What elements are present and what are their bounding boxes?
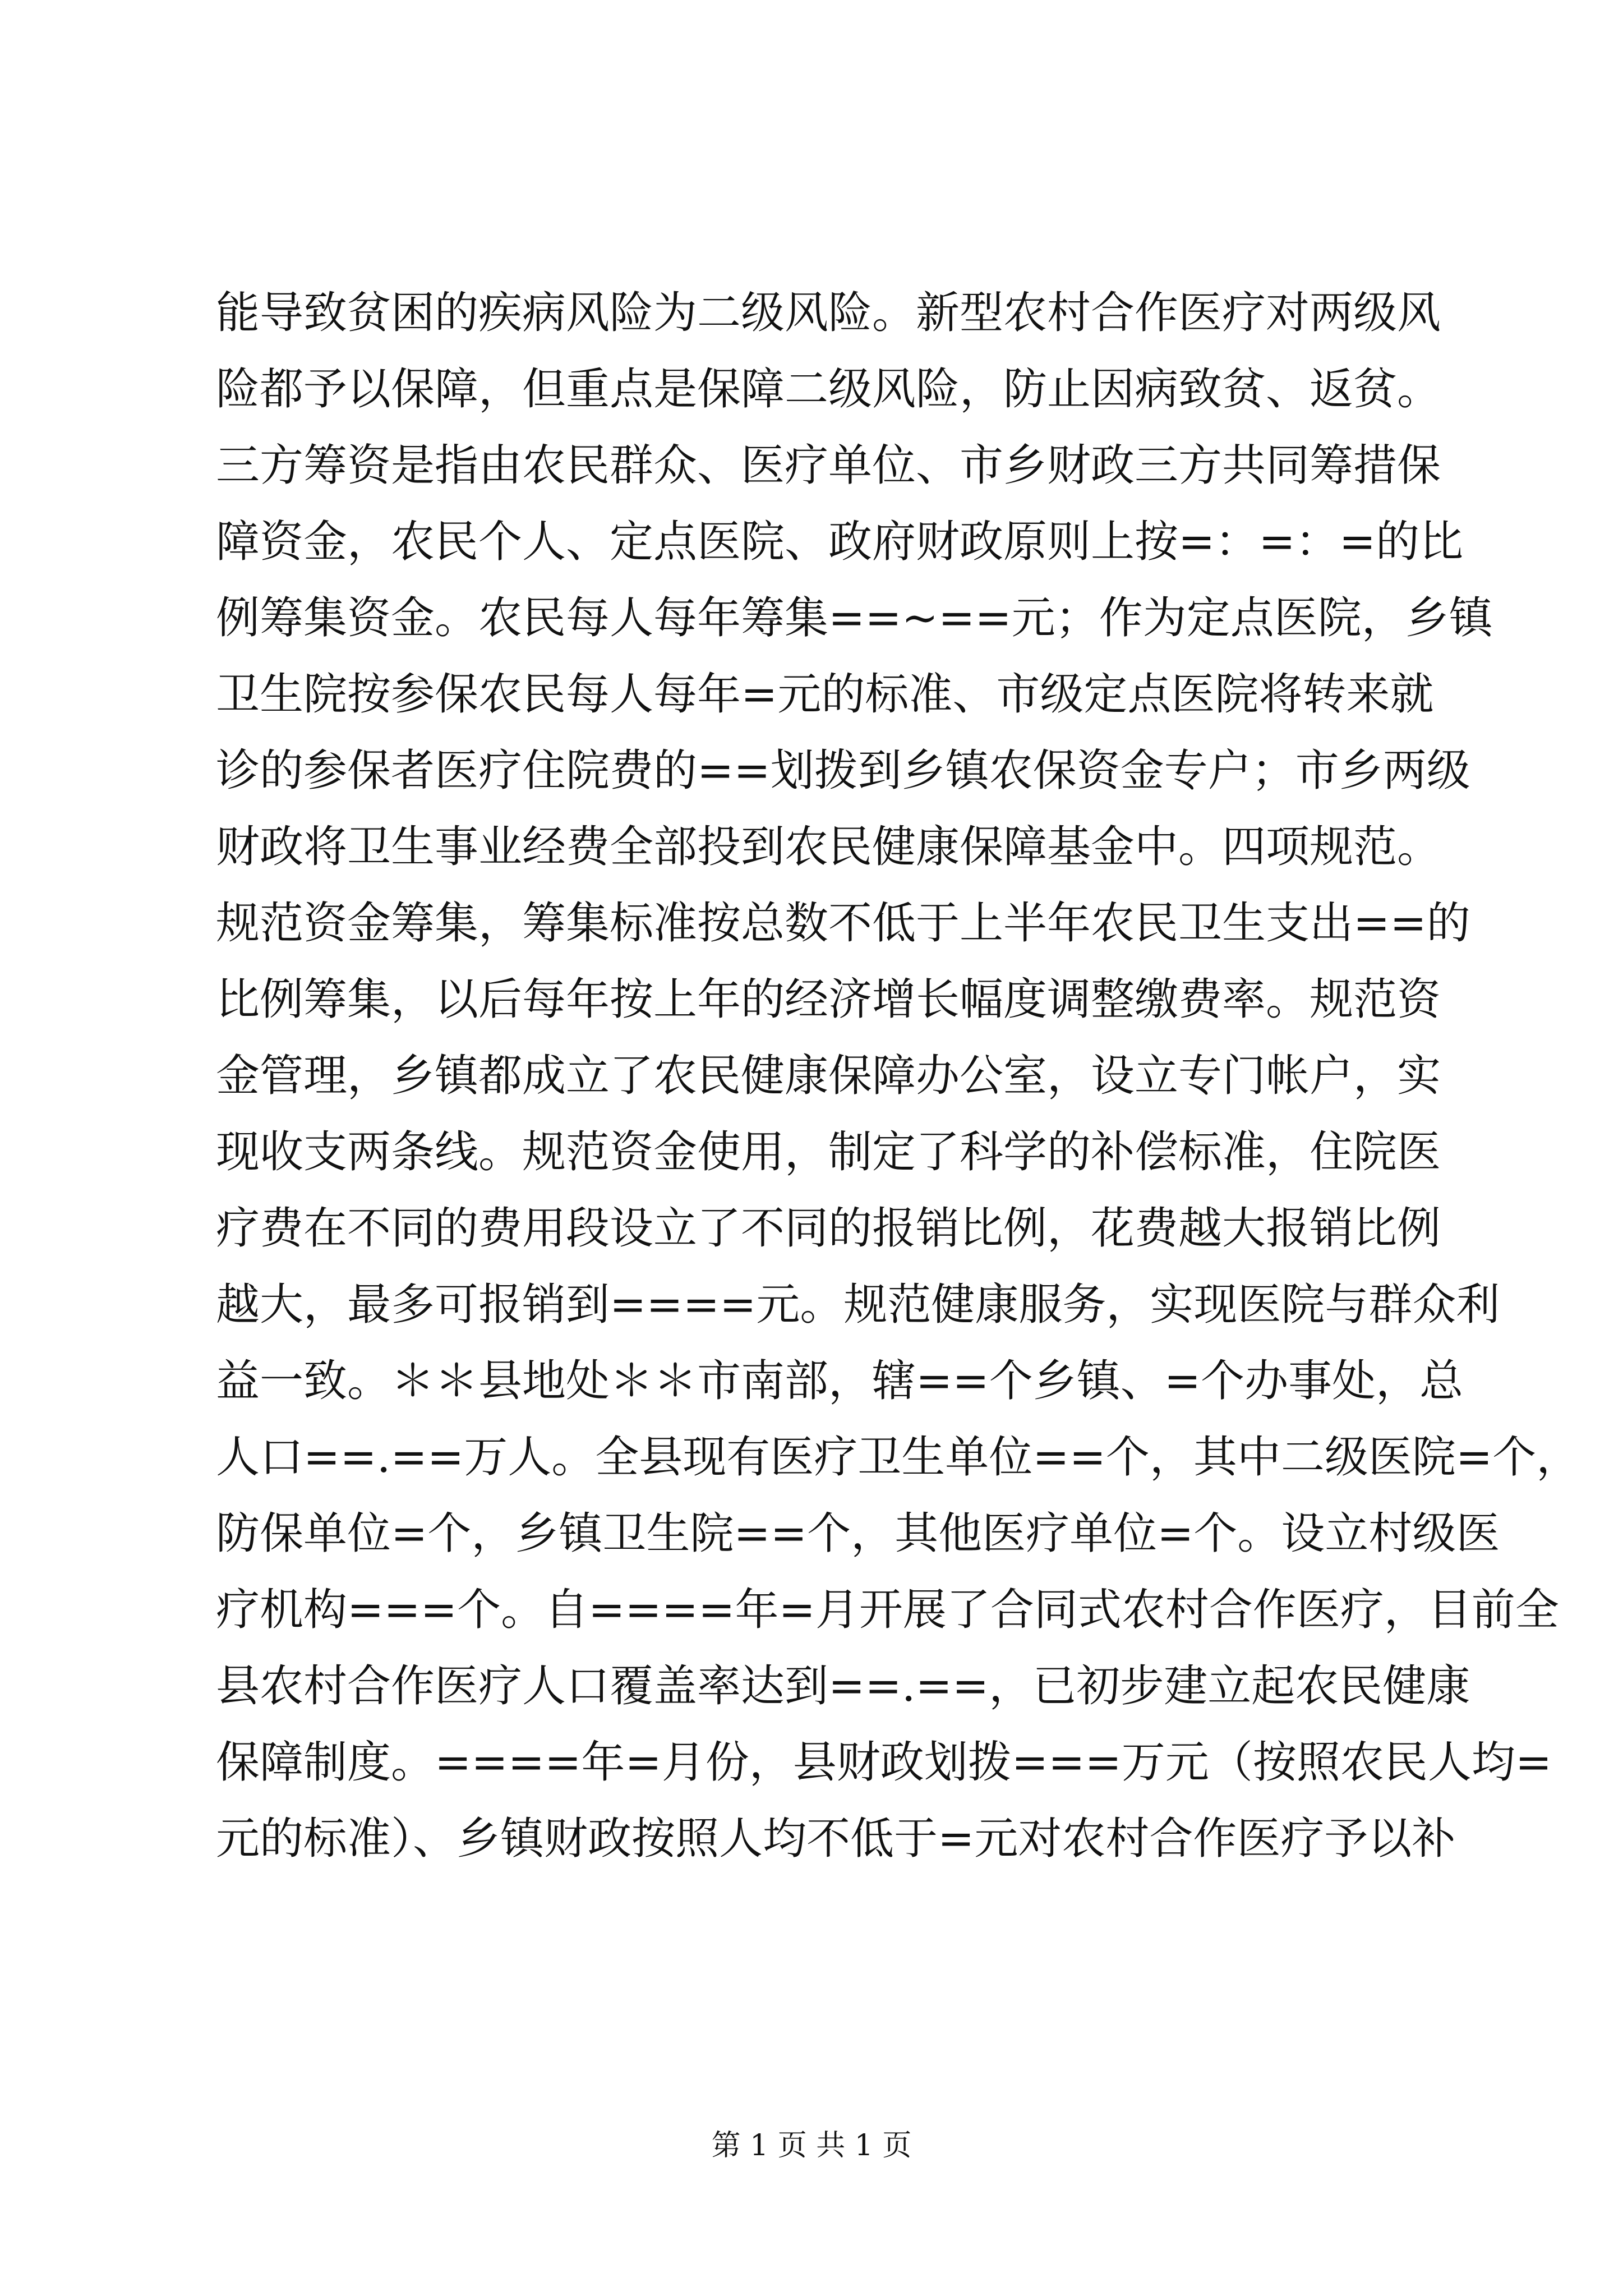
text-line-9: 规范资金筹集，筹集标准按总数不低于上半年农民卫生支出==的: [216, 898, 1470, 949]
text-line-11: 金管理，乡镇都成立了农民健康保障办公室，设立专门帐户，实: [216, 1051, 1441, 1101]
page-number-label: 第 1 页 共 1 页: [711, 2129, 912, 2162]
text-line-15: 益一致。＊＊县地处＊＊市南部，辖==个乡镇、=个办事处，总: [216, 1356, 1464, 1406]
text-line-7: 诊的参保者医疗住院费的==划拨到乡镇农保资金专户；市乡两级: [216, 746, 1470, 796]
page-footer: [0, 2126, 1623, 2165]
text-line-8: 财政将卫生事业经费全部投到农民健康保障基金中。四项规范。: [216, 822, 1441, 872]
text-line-3: 三方筹资是指由农民群众、医疗单位、市乡财政三方共同筹措保: [216, 440, 1441, 491]
text-line-6: 卫生院按参保农民每人每年=元的标准、市级定点医院将转来就: [216, 669, 1434, 720]
text-line-4: 障资金，农民个人、定点医院、政府财政原则上按=：=：=的比: [216, 517, 1464, 567]
document-body: [216, 275, 1580, 1877]
text-line-14: 越大，最多可报销到====元。规范健康服务，实现医院与群众利: [216, 1280, 1500, 1330]
text-line-17: 防保单位=个，乡镇卫生院==个，其他医疗单位=个。设立村级医: [216, 1508, 1500, 1559]
text-line-12: 现收支两条线。规范资金使用，制定了科学的补偿标准，住院医: [216, 1127, 1441, 1177]
text-line-10: 比例筹集，以后每年按上年的经济增长幅度调整缴费率。规范资: [216, 974, 1441, 1025]
text-line-16: 人口==.==万人。全县现有医疗卫生单位==个，其中二级医院=个，: [216, 1432, 1580, 1483]
text-line-19: 县农村合作医疗人口覆盖率达到==.==，已初步建立起农民健康: [216, 1661, 1470, 1711]
text-line-13: 疗费在不同的费用段设立了不同的报销比例，花费越大报销比例: [216, 1203, 1441, 1254]
text-line-1: 能导致贫困的疾病风险为二级风险。新型农村合作医疗对两级风: [216, 288, 1441, 338]
text-line-20: 保障制度。====年=月份，县财政划拨===万元（按照农民人均=: [216, 1737, 1552, 1788]
text-line-2: 险都予以保障，但重点是保障二级风险，防止因病致贫、返贫。: [216, 364, 1441, 415]
text-line-21: 元的标准）、乡镇财政按照人均不低于=元对农村合作医疗予以补: [216, 1814, 1456, 1864]
text-line-5: 例筹集资金。农民每人每年筹集==~==元；作为定点医院，乡镇: [216, 593, 1493, 643]
text-line-18: 疗机构===个。自====年=月开展了合同式农村合作医疗，目前全: [216, 1585, 1559, 1635]
